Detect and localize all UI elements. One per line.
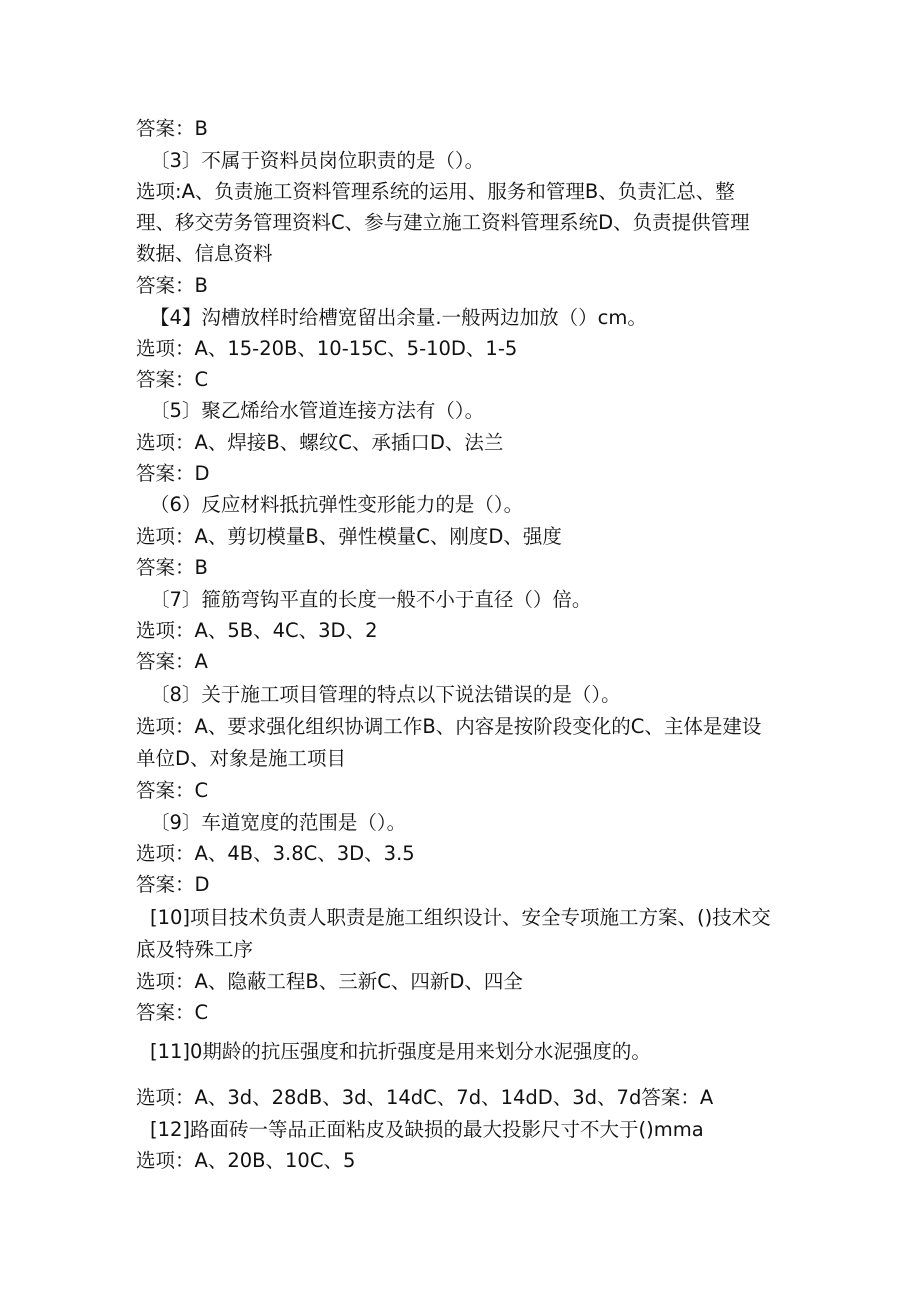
options-line: 选项：A、要求强化组织协调工作B、内容是按阶段变化的C、主体是建设 [136, 715, 762, 738]
options-line: 选项：A、隐蔽工程B、三新C、四新D、四全 [136, 970, 523, 993]
options-line: 选项：A、20B、10C、5 [136, 1149, 356, 1172]
options-line: 数据、信息资料 [136, 242, 273, 265]
answer-line: 答案：D [136, 873, 210, 896]
answer-line: 答案：D [136, 462, 210, 485]
question-8: 〔8〕关于施工项目管理的特点以下说法错误的是（）。 [150, 683, 621, 706]
options-line: 选项：A、15-20B、10-15C、5-10D、1-5 [136, 337, 518, 360]
answer-line: 答案：C [136, 779, 209, 802]
answer-line: 答案：C [136, 368, 209, 391]
question-11: [11]0期龄的抗压强度和抗折强度是用来划分水泥强度的。 [150, 1040, 651, 1063]
question-10: [10]项目技术负责人职责是施工组织设计、安全专项施工方案、()技术交 [150, 906, 771, 929]
question-7: 〔7〕箍筋弯钩平直的长度一般不小于直径（）倍。 [150, 588, 592, 611]
question-9: 〔9〕车道宽度的范围是（）。 [150, 811, 407, 834]
options-line: 选项：A、剪切模量B、弹性模量C、刚度D、强度 [136, 525, 562, 548]
options-line: 选项:A、负责施工资料管理系统的运用、服务和管理B、负责汇总、整 [136, 180, 735, 203]
answer-line: 答案：B [136, 117, 208, 140]
options-line: 选项：A、3d、28dB、3d、14dC、7d、14dD、3d、7d答案：A [136, 1086, 714, 1109]
answer-line: 答案：B [136, 556, 208, 579]
answer-line: 答案：A [136, 650, 208, 673]
answer-line: 答案：B [136, 274, 208, 297]
question-5: 〔5〕聚乙烯给水管道连接方法有（）。 [150, 399, 485, 422]
options-line: 选项：A、5B、4C、3D、2 [136, 619, 378, 642]
question-6: （6）反应材料抵抗弹性变形能力的是（）。 [150, 493, 524, 516]
question-12: [12]路面砖一等品正面粘皮及缺损的最大投影尺寸不大于()mma [150, 1118, 704, 1141]
question-10-continued: 底及特殊工序 [136, 938, 254, 961]
options-line: 选项：A、焊接B、螺纹C、承插口D、法兰 [136, 431, 504, 454]
options-line: 单位D、对象是施工项目 [136, 747, 347, 770]
answer-line: 答案：C [136, 1001, 209, 1024]
options-line: 理、移交劳务管理资料C、参与建立施工资料管理系统D、负责提供管理 [136, 211, 750, 234]
question-3: 〔3〕不属于资料员岗位职责的是（）。 [150, 149, 485, 172]
question-4: 【4】沟槽放样时给槽宽留出余量.一般两边加放（）cm。 [150, 306, 647, 329]
options-line: 选项：A、4B、3.8C、3D、3.5 [136, 842, 415, 865]
